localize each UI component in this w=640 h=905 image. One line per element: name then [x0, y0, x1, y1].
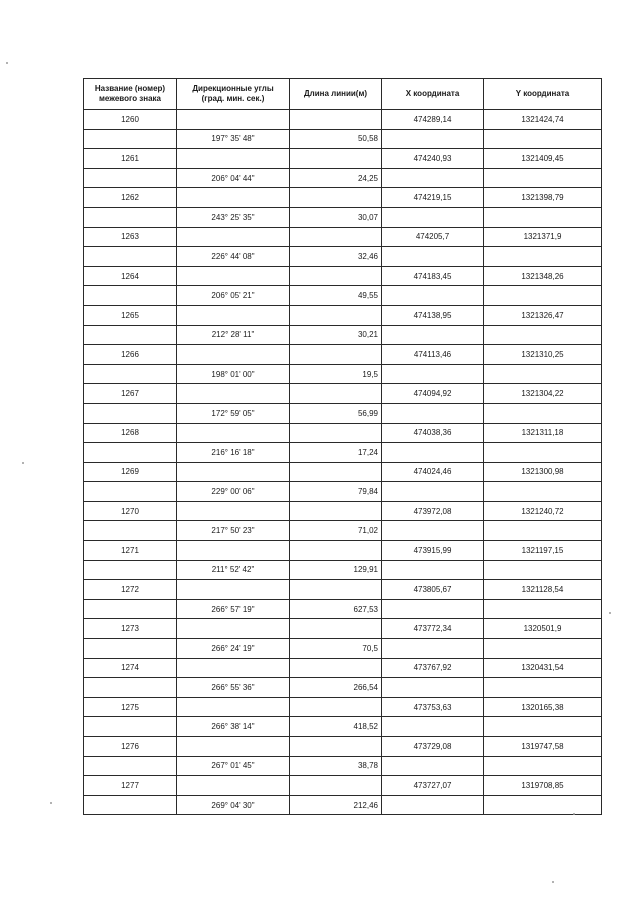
marker-name-cell: 1275 [84, 697, 177, 717]
line-length-cell [290, 423, 382, 443]
segment-row [84, 286, 602, 306]
line-length-cell: 71,02 [290, 521, 382, 541]
marker-row [84, 345, 602, 365]
segment-row [84, 247, 602, 267]
marker-name-cell: 1266 [84, 345, 177, 365]
scan-speck [22, 462, 24, 464]
scan-speck [573, 813, 575, 815]
line-length-cell: 50,58 [290, 129, 382, 149]
line-length-cell [290, 266, 382, 286]
x-coordinate-cell: 474289,14 [382, 110, 484, 130]
y-coordinate-cell: 1319708,85 [484, 776, 602, 796]
line-length-cell [290, 188, 382, 208]
marker-name-cell: 1268 [84, 423, 177, 443]
segment-row [84, 521, 602, 541]
marker-row [84, 580, 602, 600]
direction-angle-cell: 243° 25' 35" [177, 207, 290, 227]
direction-angle-cell [177, 737, 290, 757]
x-coordinate-cell [382, 678, 484, 698]
direction-angle-cell [177, 227, 290, 247]
marker-name-cell: 1262 [84, 188, 177, 208]
marker-name-cell [84, 482, 177, 502]
x-coordinate-cell: 473753,63 [382, 697, 484, 717]
marker-name-cell [84, 168, 177, 188]
direction-angle-cell: 206° 05' 21" [177, 286, 290, 306]
header-y-coordinate: Y координата [484, 79, 602, 110]
y-coordinate-cell: 1321304,22 [484, 384, 602, 404]
line-length-cell: 418,52 [290, 717, 382, 737]
scan-speck [50, 802, 52, 804]
y-coordinate-cell [484, 443, 602, 463]
marker-row [84, 384, 602, 404]
y-coordinate-cell [484, 286, 602, 306]
marker-name-cell [84, 678, 177, 698]
segment-row [84, 599, 602, 619]
y-coordinate-cell [484, 207, 602, 227]
direction-angle-cell [177, 619, 290, 639]
line-length-cell [290, 697, 382, 717]
direction-angle-cell: 197° 35' 48" [177, 129, 290, 149]
marker-name-cell: 1263 [84, 227, 177, 247]
line-length-cell [290, 110, 382, 130]
direction-angle-cell [177, 110, 290, 130]
y-coordinate-cell [484, 325, 602, 345]
direction-angle-cell [177, 305, 290, 325]
direction-angle-cell: 226° 44' 08" [177, 247, 290, 267]
segment-row [84, 364, 602, 384]
direction-angle-cell [177, 188, 290, 208]
direction-angle-cell: 206° 04' 44" [177, 168, 290, 188]
direction-angle-cell: 229° 00' 06" [177, 482, 290, 502]
segment-row [84, 482, 602, 502]
segment-row [84, 443, 602, 463]
marker-name-cell: 1265 [84, 305, 177, 325]
direction-angle-cell: 267° 01' 45" [177, 756, 290, 776]
segment-row [84, 129, 602, 149]
marker-row [84, 737, 602, 757]
direction-angle-cell [177, 541, 290, 561]
y-coordinate-cell [484, 795, 602, 815]
x-coordinate-cell [382, 364, 484, 384]
line-length-cell: 30,07 [290, 207, 382, 227]
marker-name-cell [84, 364, 177, 384]
y-coordinate-cell [484, 403, 602, 423]
marker-row [84, 658, 602, 678]
y-coordinate-cell [484, 168, 602, 188]
line-length-cell: 212,46 [290, 795, 382, 815]
x-coordinate-cell: 474240,93 [382, 149, 484, 169]
segment-row [84, 168, 602, 188]
x-coordinate-cell: 474113,46 [382, 345, 484, 365]
direction-angle-cell: 266° 24' 19" [177, 639, 290, 659]
direction-angle-cell [177, 776, 290, 796]
direction-angle-cell [177, 384, 290, 404]
x-coordinate-cell: 473729,08 [382, 737, 484, 757]
line-length-cell: 30,21 [290, 325, 382, 345]
segment-row [84, 795, 602, 815]
marker-row [84, 541, 602, 561]
table-body [84, 110, 602, 815]
y-coordinate-cell: 1321424,74 [484, 110, 602, 130]
x-coordinate-cell: 474219,15 [382, 188, 484, 208]
line-length-cell [290, 580, 382, 600]
header-marker-name: Название (номер) межевого знака [84, 79, 177, 110]
marker-name-cell: 1270 [84, 501, 177, 521]
segment-row [84, 560, 602, 580]
y-coordinate-cell [484, 639, 602, 659]
line-length-cell: 56,99 [290, 403, 382, 423]
marker-row [84, 462, 602, 482]
x-coordinate-cell: 473805,67 [382, 580, 484, 600]
line-length-cell: 49,55 [290, 286, 382, 306]
scan-speck [552, 881, 554, 883]
direction-angle-cell: 266° 55' 36" [177, 678, 290, 698]
marker-row [84, 501, 602, 521]
x-coordinate-cell [382, 599, 484, 619]
y-coordinate-cell [484, 129, 602, 149]
direction-angle-cell [177, 266, 290, 286]
marker-name-cell [84, 521, 177, 541]
marker-name-cell: 1261 [84, 149, 177, 169]
y-coordinate-cell [484, 717, 602, 737]
marker-name-cell [84, 207, 177, 227]
direction-angle-cell [177, 423, 290, 443]
y-coordinate-cell: 1321300,98 [484, 462, 602, 482]
boundary-coordinates-table [83, 78, 602, 815]
x-coordinate-cell [382, 560, 484, 580]
marker-name-cell [84, 795, 177, 815]
x-coordinate-cell [382, 521, 484, 541]
direction-angle-cell: 269° 04' 30" [177, 795, 290, 815]
x-coordinate-cell [382, 325, 484, 345]
y-coordinate-cell [484, 678, 602, 698]
y-coordinate-cell: 1321310,25 [484, 345, 602, 365]
line-length-cell [290, 462, 382, 482]
y-coordinate-cell [484, 482, 602, 502]
line-length-cell [290, 501, 382, 521]
y-coordinate-cell: 1321128,54 [484, 580, 602, 600]
x-coordinate-cell: 473767,92 [382, 658, 484, 678]
x-coordinate-cell: 473727,07 [382, 776, 484, 796]
direction-angle-cell: 198° 01' 00" [177, 364, 290, 384]
line-length-cell: 627,53 [290, 599, 382, 619]
line-length-cell [290, 737, 382, 757]
x-coordinate-cell: 474138,95 [382, 305, 484, 325]
marker-row [84, 776, 602, 796]
y-coordinate-cell: 1320165,38 [484, 697, 602, 717]
y-coordinate-cell: 1321240,72 [484, 501, 602, 521]
marker-name-cell [84, 639, 177, 659]
marker-row [84, 305, 602, 325]
line-length-cell [290, 149, 382, 169]
direction-angle-cell [177, 658, 290, 678]
direction-angle-cell: 172° 59' 05" [177, 403, 290, 423]
header-x-coordinate: X координата [382, 79, 484, 110]
marker-row [84, 149, 602, 169]
header-line-length: Длина линии(м) [290, 79, 382, 110]
direction-angle-cell: 212° 28' 11" [177, 325, 290, 345]
marker-name-cell: 1260 [84, 110, 177, 130]
marker-name-cell [84, 443, 177, 463]
marker-name-cell [84, 756, 177, 776]
x-coordinate-cell: 474094,92 [382, 384, 484, 404]
table-header [84, 79, 602, 110]
direction-angle-cell [177, 580, 290, 600]
y-coordinate-cell [484, 247, 602, 267]
x-coordinate-cell [382, 756, 484, 776]
x-coordinate-cell [382, 403, 484, 423]
x-coordinate-cell [382, 482, 484, 502]
marker-name-cell [84, 717, 177, 737]
direction-angle-cell [177, 462, 290, 482]
y-coordinate-cell: 1319747,58 [484, 737, 602, 757]
marker-name-cell [84, 247, 177, 267]
x-coordinate-cell: 473915,99 [382, 541, 484, 561]
segment-row [84, 325, 602, 345]
x-coordinate-cell [382, 717, 484, 737]
line-length-cell: 79,84 [290, 482, 382, 502]
x-coordinate-cell [382, 207, 484, 227]
direction-angle-cell [177, 345, 290, 365]
x-coordinate-cell [382, 129, 484, 149]
marker-row [84, 619, 602, 639]
line-length-cell [290, 658, 382, 678]
x-coordinate-cell [382, 443, 484, 463]
marker-row [84, 423, 602, 443]
scan-speck [6, 62, 8, 64]
marker-name-cell: 1276 [84, 737, 177, 757]
line-length-cell: 32,46 [290, 247, 382, 267]
y-coordinate-cell: 1321398,79 [484, 188, 602, 208]
marker-row [84, 188, 602, 208]
line-length-cell: 24,25 [290, 168, 382, 188]
y-coordinate-cell: 1321311,18 [484, 423, 602, 443]
segment-row [84, 717, 602, 737]
line-length-cell: 38,78 [290, 756, 382, 776]
marker-row [84, 697, 602, 717]
marker-name-cell: 1264 [84, 266, 177, 286]
line-length-cell [290, 384, 382, 404]
marker-name-cell: 1273 [84, 619, 177, 639]
y-coordinate-cell: 1321197,15 [484, 541, 602, 561]
segment-row [84, 403, 602, 423]
marker-name-cell: 1272 [84, 580, 177, 600]
line-length-cell [290, 541, 382, 561]
direction-angle-cell: 217° 50' 23" [177, 521, 290, 541]
direction-angle-cell: 211° 52' 42" [177, 560, 290, 580]
x-coordinate-cell [382, 795, 484, 815]
line-length-cell: 19,5 [290, 364, 382, 384]
marker-name-cell: 1277 [84, 776, 177, 796]
line-length-cell [290, 776, 382, 796]
line-length-cell: 266,54 [290, 678, 382, 698]
x-coordinate-cell: 474205,7 [382, 227, 484, 247]
line-length-cell: 17,24 [290, 443, 382, 463]
marker-name-cell: 1274 [84, 658, 177, 678]
scan-speck [609, 612, 611, 614]
marker-name-cell: 1271 [84, 541, 177, 561]
x-coordinate-cell: 474024,46 [382, 462, 484, 482]
y-coordinate-cell: 1320431,54 [484, 658, 602, 678]
segment-row [84, 639, 602, 659]
y-coordinate-cell: 1321326,47 [484, 305, 602, 325]
direction-angle-cell: 266° 57' 19" [177, 599, 290, 619]
x-coordinate-cell: 473972,08 [382, 501, 484, 521]
x-coordinate-cell: 473772,34 [382, 619, 484, 639]
marker-name-cell [84, 403, 177, 423]
line-length-cell: 129,91 [290, 560, 382, 580]
marker-row [84, 227, 602, 247]
y-coordinate-cell [484, 560, 602, 580]
segment-row [84, 207, 602, 227]
segment-row [84, 678, 602, 698]
marker-name-cell [84, 325, 177, 345]
marker-name-cell [84, 286, 177, 306]
x-coordinate-cell [382, 247, 484, 267]
y-coordinate-cell: 1321348,26 [484, 266, 602, 286]
direction-angle-cell [177, 149, 290, 169]
line-length-cell [290, 305, 382, 325]
marker-name-cell [84, 560, 177, 580]
marker-row [84, 110, 602, 130]
x-coordinate-cell: 474183,45 [382, 266, 484, 286]
segment-row [84, 756, 602, 776]
y-coordinate-cell [484, 756, 602, 776]
direction-angle-cell [177, 501, 290, 521]
direction-angle-cell: 216° 16' 18" [177, 443, 290, 463]
y-coordinate-cell [484, 521, 602, 541]
direction-angle-cell: 266° 38' 14" [177, 717, 290, 737]
line-length-cell [290, 619, 382, 639]
y-coordinate-cell: 1320501,9 [484, 619, 602, 639]
marker-row [84, 266, 602, 286]
y-coordinate-cell: 1321371,9 [484, 227, 602, 247]
line-length-cell: 70,5 [290, 639, 382, 659]
x-coordinate-cell [382, 286, 484, 306]
x-coordinate-cell: 474038,36 [382, 423, 484, 443]
y-coordinate-cell [484, 599, 602, 619]
line-length-cell [290, 345, 382, 365]
x-coordinate-cell [382, 639, 484, 659]
marker-name-cell [84, 129, 177, 149]
marker-name-cell [84, 599, 177, 619]
direction-angle-cell [177, 697, 290, 717]
y-coordinate-cell: 1321409,45 [484, 149, 602, 169]
y-coordinate-cell [484, 364, 602, 384]
x-coordinate-cell [382, 168, 484, 188]
marker-name-cell: 1267 [84, 384, 177, 404]
marker-name-cell: 1269 [84, 462, 177, 482]
header-row [84, 79, 602, 110]
line-length-cell [290, 227, 382, 247]
header-direction-angle: Дирекционные углы (град. мин. сек.) [177, 79, 290, 110]
